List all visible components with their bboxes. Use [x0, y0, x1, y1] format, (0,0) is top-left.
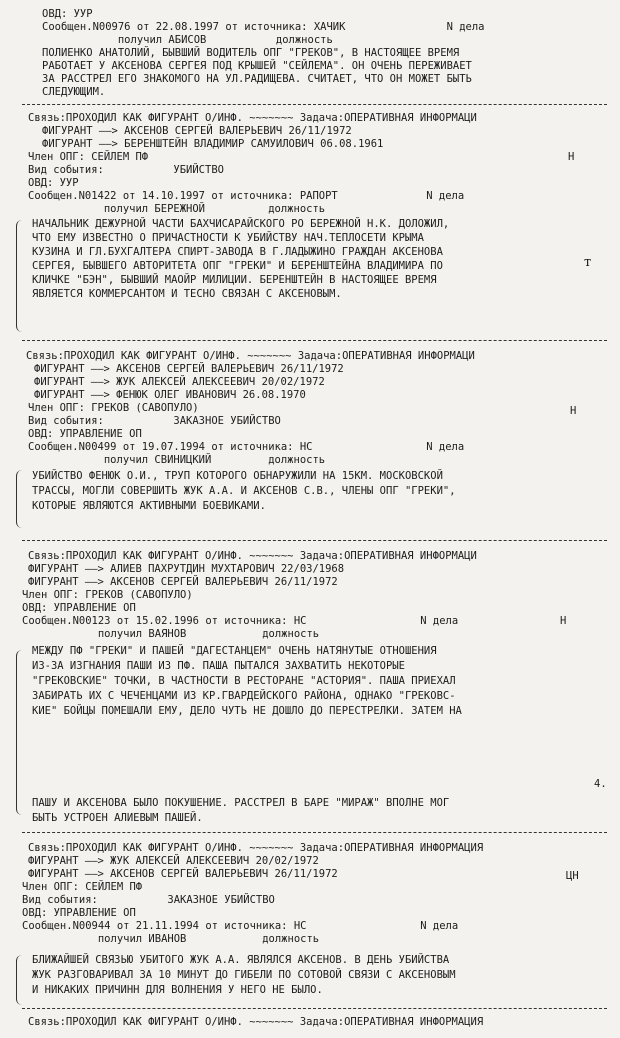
handwritten-mark: т: [584, 255, 592, 270]
handwritten-brace: [16, 955, 25, 1005]
handwritten-brace: [16, 470, 25, 528]
doc-line: Связь:ПРОХОДИЛ КАК ФИГУРАНТ О/ИНФ. ~~~~~~~ Задача:ОПЕРАТИВНАЯ ИНФОРМАЦИЯ: [28, 842, 484, 854]
doc-line: ТРАССЫ, МОГЛИ СОВЕРШИТЬ ЖУК А.А. И АКСЕНОВ С.В., ЧЛЕНЫ ОПГ "ГРЕКИ",: [32, 485, 456, 497]
doc-line: Член ОПГ: ГРЕКОВ (САВОПУЛО): [28, 402, 199, 414]
doc-line: КИЕ" БОЙЦЫ ПОМЕШАЛИ ЕМУ, ДЕЛО ЧУТЬ НЕ ДОШЛО ДО ПЕРЕСТРЕЛКИ. ЗАТЕМ НА: [32, 705, 462, 717]
doc-line: ОВД: УПРАВЛЕНИЕ ОП: [28, 428, 142, 440]
doc-line: получил БЕРЕЖНОЙ должность: [28, 203, 326, 215]
doc-line: Связь:ПРОХОДИЛ КАК ФИГУРАНТ О/ИНФ. ~~~~~~~ Задача:ОПЕРАТИВНАЯ ИНФОРМАЦИ: [28, 550, 477, 562]
doc-line: Член ОПГ: СЕЙЛЕМ ПФ: [22, 881, 143, 893]
doc-line: КОТОРЫЕ ЯВЛЯЮТСЯ АКТИВНЫМИ БОЕВИКАМИ.: [32, 500, 266, 512]
doc-line: ИЗ-ЗА ИЗГНАНИЯ ПАШИ ИЗ ПФ. ПАША ПЫТАЛСЯ ЗАХВАТИТЬ НЕКОТОРЫЕ: [32, 660, 405, 672]
doc-line: получил АБИСОВ должность: [42, 34, 333, 46]
doc-line: Сообщен.N00944 от 21.11.1994 от источника: НС N дела: [22, 920, 459, 932]
doc-line: Член ОПГ: ГРЕКОВ (САВОПУЛО): [22, 589, 193, 601]
doc-line: И НИКАКИХ ПРИЧИНН ДЛЯ ВОЛНЕНИЯ У НЕГО НЕ БЫЛО.: [32, 984, 323, 996]
section-divider: [22, 540, 607, 541]
doc-line: Связь:ПРОХОДИЛ КАК ФИГУРАНТ О/ИНФ. ~~~~~~~ Задача:ОПЕРАТИВНАЯ ИНФОРМАЦИ: [26, 350, 475, 362]
doc-line: получил ВАЯНОВ должность: [22, 628, 320, 640]
doc-line: ФИГУРАНТ ——> АКСЕНОВ СЕРГЕЙ ВАЛЕРЬЕВИЧ 26/11/1972: [42, 125, 352, 137]
doc-line: Вид события: ЗАКАЗНОЕ УБИЙСТВО: [28, 415, 281, 427]
doc-line: РАБОТАЕТ У АКСЕНОВА СЕРГЕЯ ПОД КРЫШЕЙ "СЕЙЛЕМА". ОН ОЧЕНЬ ПЕРЕЖИВАЕТ: [42, 60, 472, 72]
doc-line: ФИГУРАНТ ——> ФЕНЮК ОЛЕГ ИВАНОВИЧ 26.08.1970: [34, 389, 306, 401]
margin-mark: Н: [570, 405, 577, 417]
doc-line: ОВД: УУР: [28, 177, 79, 189]
doc-line: ОВД: УПРАВЛЕНИЕ ОП: [22, 907, 136, 919]
doc-line: ПАШУ И АКСЕНОВА БЫЛО ПОКУШЕНИЕ. РАССТРЕЛ В БАРЕ "МИРАЖ" ВПОЛНЕ МОГ: [32, 797, 450, 809]
doc-line: ЯВЛЯЕТСЯ КОММЕРСАНТОМ И ТЕСНО СВЯЗАН С АКСЕНОВЫМ.: [32, 288, 342, 300]
doc-line: получил СВИНИЦКИЙ должность: [28, 454, 326, 466]
doc-line: Сообщен.N00499 от 19.07.1994 от источника: НС N дела: [28, 441, 465, 453]
doc-line: НАЧАЛЬНИК ДЕЖУРНОЙ ЧАСТИ БАХЧИСАРАЙСКОГО РО БЕРЕЖНОЙ Н.К. ДОЛОЖИЛ,: [32, 218, 450, 230]
doc-line: БЛИЖАЙШЕЙ СВЯЗЬЮ УБИТОГО ЖУК А.А. ЯВЛЯЛСЯ АКСЕНОВ. В ДЕНЬ УБИЙСТВА: [32, 954, 450, 966]
doc-line: ФИГУРАНТ ——> ЖУК АЛЕКСЕЙ АЛЕКСЕЕВИЧ 20/02/1972: [28, 855, 319, 867]
doc-line: Сообщен.N00976 от 22.08.1997 от источника: ХАЧИК N дела: [42, 21, 485, 33]
page-number: 4.: [594, 778, 607, 790]
doc-line: ЗАБИРАТЬ ИХ С ЧЕЧЕНЦАМИ ИЗ КР.ГВАРДЕЙСКОГО РАЙОНА, ОДНАКО "ГРЕКОВС-: [32, 690, 456, 702]
doc-line: ЖУК РАЗГОВАРИВАЛ ЗА 10 МИНУТ ДО ГИБЕЛИ ПО СОТОВОЙ СВЯЗИ С АКСЕНОВЫМ: [32, 969, 456, 981]
doc-line: Связь:ПРОХОДИЛ КАК ФИГУРАНТ О/ИНФ. ~~~~~~~ Задача:ОПЕРАТИВНАЯ ИНФОРМАЦИ: [28, 112, 477, 124]
handwritten-brace: [16, 650, 25, 815]
doc-line: ФИГУРАНТ ——> БЕРЕНШТЕЙН ВЛАДИМИР САМУИЛОВИЧ 06.08.1961: [42, 138, 384, 150]
doc-line: ФИГУРАНТ ——> АЛИЕВ ПАХРУТДИН МУХТАРОВИЧ 22/03/1968: [28, 563, 345, 575]
doc-line: ЧТО ЕМУ ИЗВЕСТНО О ПРИЧАСТНОСТИ К УБИЙСТВУ НАЧ.ТЕПЛОСЕТИ КРЫМА: [32, 232, 424, 244]
doc-line: Сообщен.N01422 от 14.10.1997 от источника: РАПОРТ N дела: [28, 190, 465, 202]
doc-line: ФИГУРАНТ ——> АКСЕНОВ СЕРГЕЙ ВАЛЕРЬЕВИЧ 26/11/1972: [28, 576, 338, 588]
handwritten-brace: [16, 220, 25, 332]
doc-line: МЕЖДУ ПФ "ГРЕКИ" И ПАШЕЙ "ДАГЕСТАНЦЕМ" ОЧЕНЬ НАТЯНУТЫЕ ОТНОШЕНИЯ: [32, 645, 437, 657]
doc-line: Член ОПГ: СЕЙЛЕМ ПФ: [28, 151, 149, 163]
doc-line: Связь:ПРОХОДИЛ КАК ФИГУРАНТ О/ИНФ. ~~~~~~~ Задача:ОПЕРАТИВНАЯ ИНФОРМАЦИЯ: [28, 1016, 484, 1028]
section-divider: [22, 340, 607, 341]
doc-line: ОВД: УПРАВЛЕНИЕ ОП: [22, 602, 136, 614]
section-divider: [22, 832, 607, 833]
doc-line: КЛИЧКЕ "БЭН", БЫВШИЙ МАОЙР МИЛИЦИИ. БЕРЕНШТЕЙН В НАСТОЯЩЕЕ ВРЕМЯ: [32, 274, 437, 286]
doc-line: СЛЕДУЮЩИМ.: [42, 86, 106, 98]
doc-line: Вид события: УБИЙСТВО: [28, 164, 224, 176]
section-divider: [22, 104, 607, 105]
doc-line: ФИГУРАНТ ——> ЖУК АЛЕКСЕЙ АЛЕКСЕЕВИЧ 20/02/1972: [34, 376, 325, 388]
doc-line: "ГРЕКОВСКИЕ" ТОЧКИ, В ЧАСТНОСТИ В РЕСТОРАНЕ "АСТОРИЯ". ПАША ПРИЕХАЛ: [32, 675, 456, 687]
margin-mark: Н: [568, 151, 575, 163]
doc-line: ФИГУРАНТ ——> АКСЕНОВ СЕРГЕЙ ВАЛЕРЬЕВИЧ 26/11/1972: [28, 868, 338, 880]
doc-line: БЫТЬ УСТРОЕН АЛИЕВЫМ ПАШЕЙ.: [32, 812, 203, 824]
doc-line: СЕРГЕЯ, БЫВШЕГО АВТОРИТЕТА ОПГ "ГРЕКИ" И БЕРЕНШТЕЙНА ВЛАДИМИРА ПО: [32, 260, 443, 272]
doc-line: получил ИВАНОВ должность: [22, 933, 320, 945]
doc-line: КУЗИНА И ГЛ.БУХГАЛТЕРА СПИРТ-ЗАВОДА В Г.ЛАДЫЖИНО ГРАЖДАН АКСЕНОВА: [32, 246, 443, 258]
doc-line: УБИЙСТВО ФЕНЮК О.И., ТРУП КОТОРОГО ОБНАРУЖИЛИ НА 15КМ. МОСКОВСКОЙ: [32, 470, 443, 482]
doc-line: Сообщен.N00123 от 15.02.1996 от источника: НС N дела: [22, 615, 459, 627]
section-divider: [22, 1008, 607, 1009]
margin-mark: ЦН: [566, 870, 579, 882]
doc-line: ФИГУРАНТ ——> АКСЕНОВ СЕРГЕЙ ВАЛЕРЬЕВИЧ 26/11/1972: [34, 363, 344, 375]
doc-line: ЗА РАССТРЕЛ ЕГО ЗНАКОМОГО НА УЛ.РАДИЩЕВА. СЧИТАЕТ, ЧТО ОН МОЖЕТ БЫТЬ: [42, 73, 472, 85]
doc-line: ПОЛИЕНКО АНАТОЛИЙ, БЫВШИЙ ВОДИТЕЛЬ ОПГ "ГРЕКОВ", В НАСТОЯЩЕЕ ВРЕМЯ: [42, 47, 460, 59]
margin-mark: Н: [560, 615, 567, 627]
doc-line: Вид события: ЗАКАЗНОЕ УБИЙСТВО: [22, 894, 275, 906]
doc-line: ОВД: УУР: [42, 8, 93, 20]
